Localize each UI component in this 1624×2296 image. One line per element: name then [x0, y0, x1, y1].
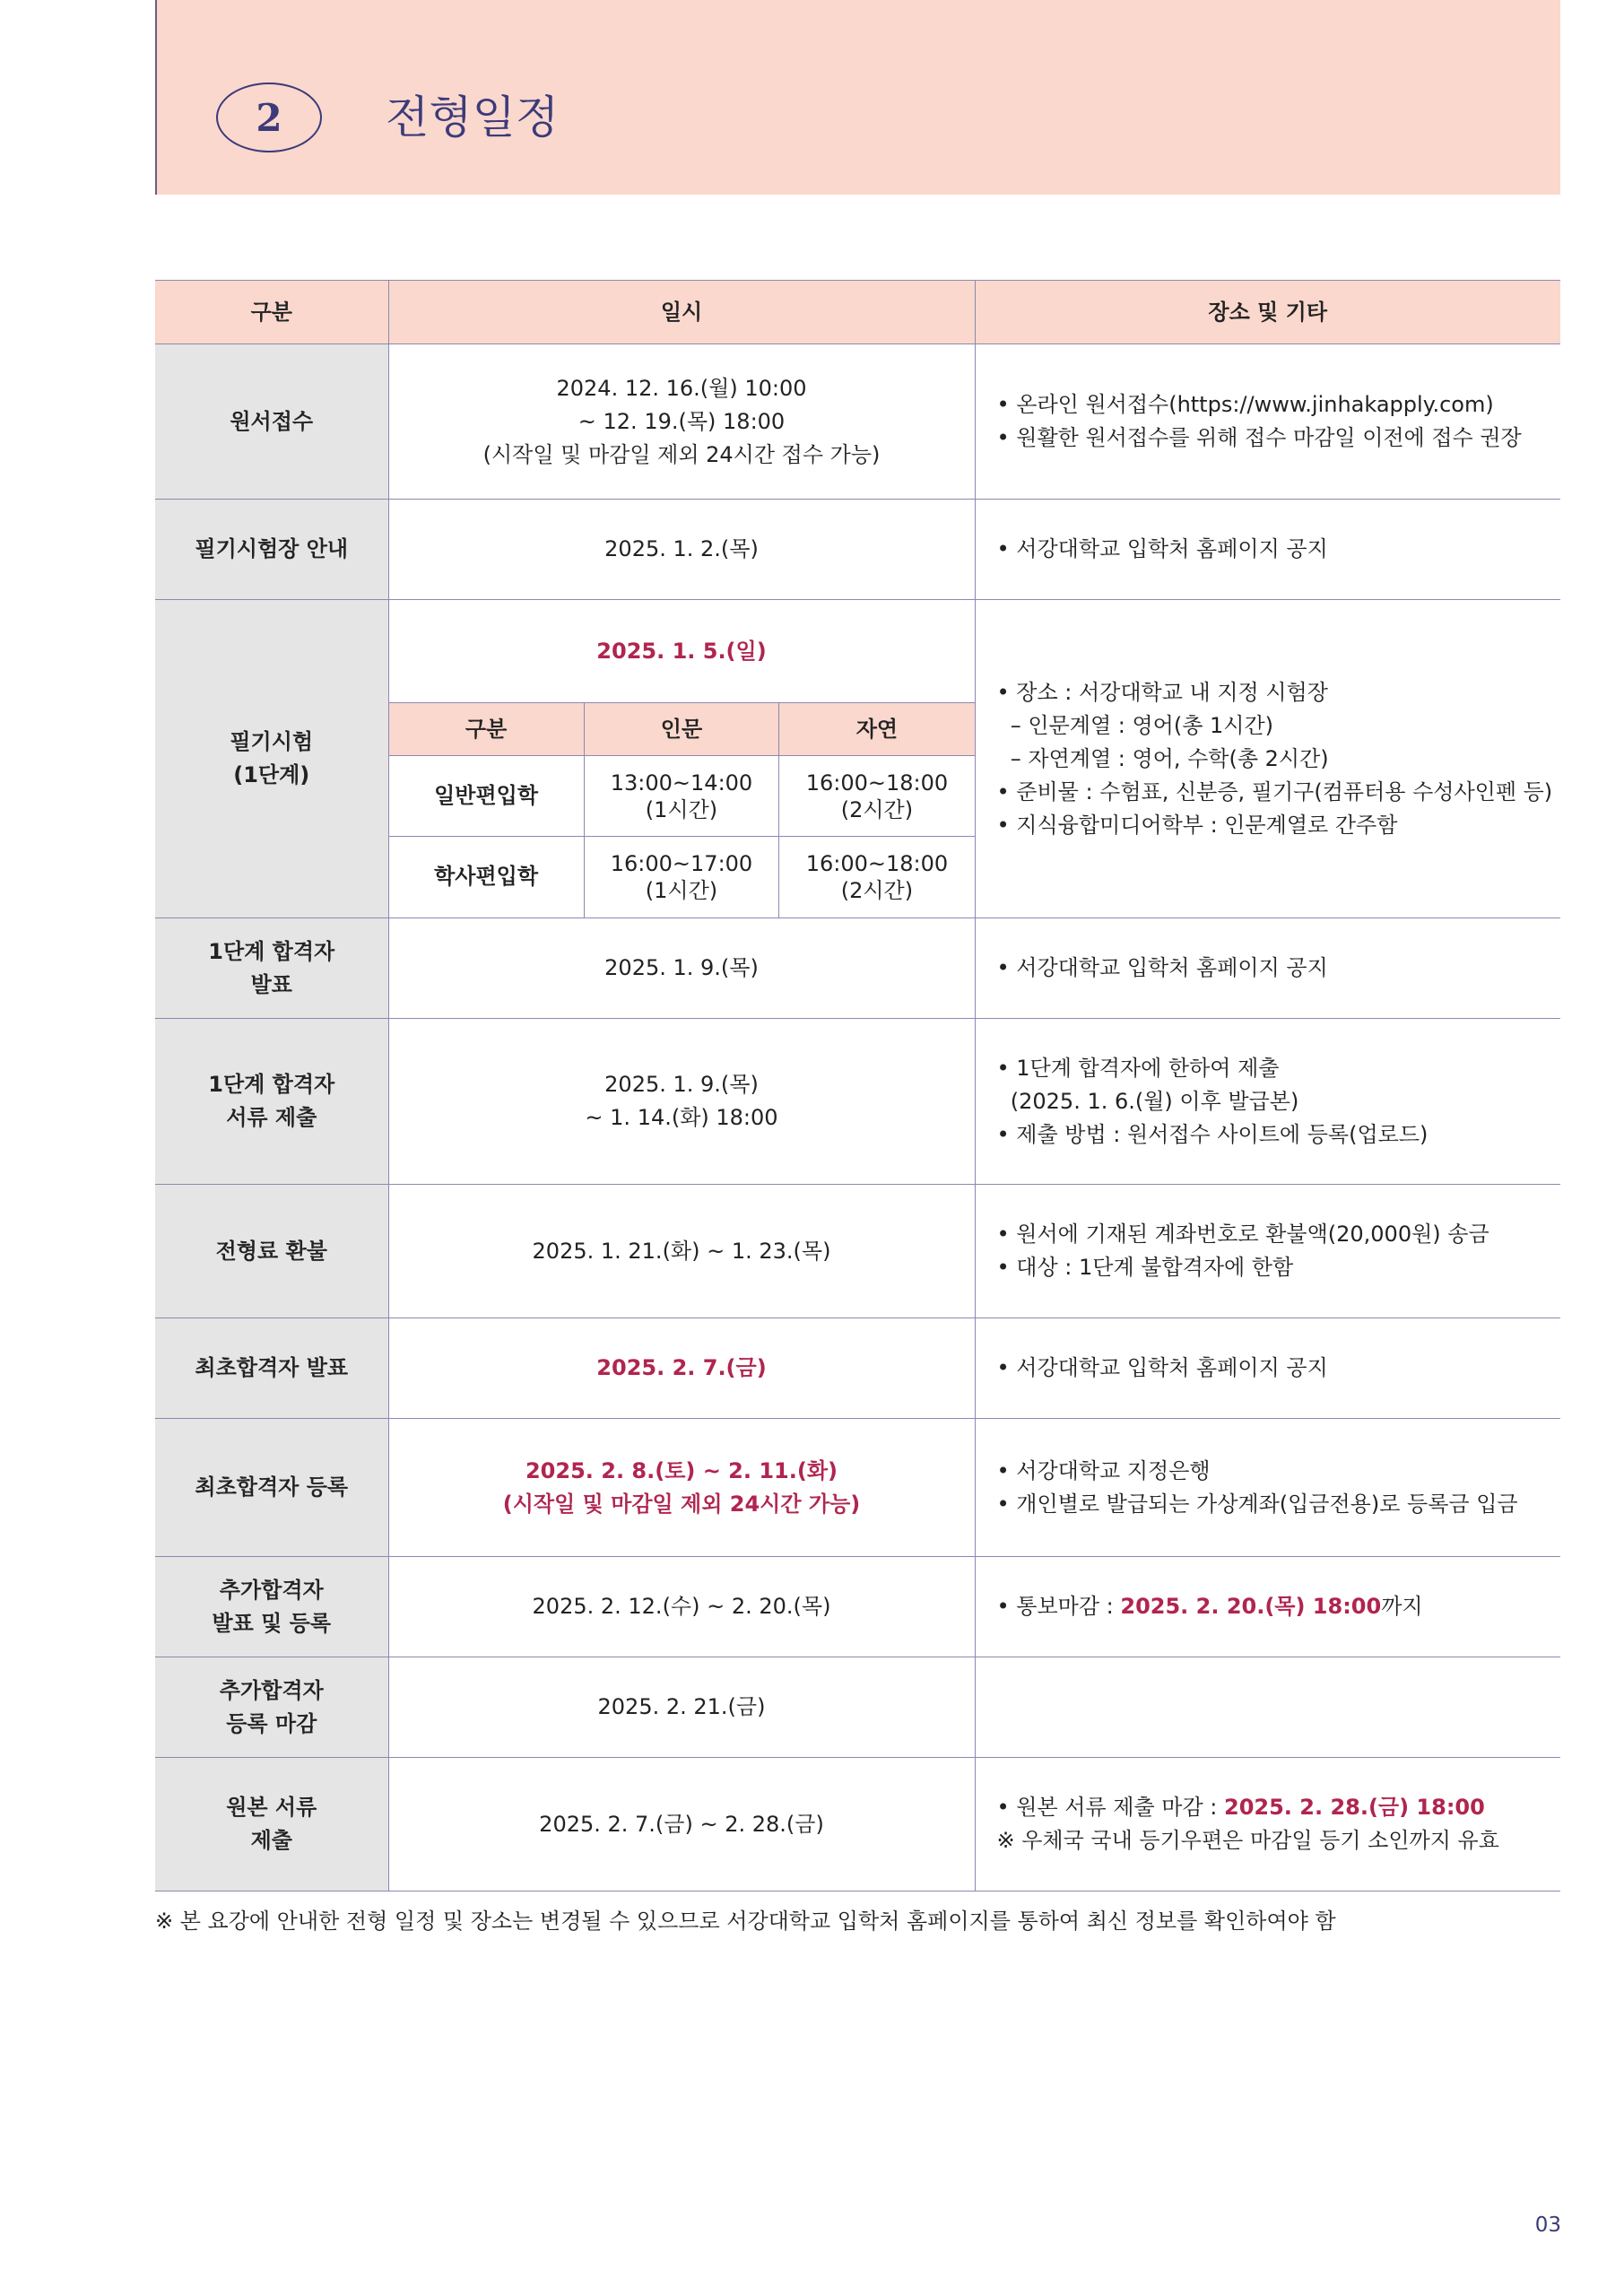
row-info: • 서강대학교 입학처 홈페이지 공지 [975, 1318, 1560, 1419]
row-info: • 서강대학교 입학처 홈페이지 공지 [975, 918, 1560, 1019]
row-date: 2025. 2. 21.(금) [388, 1657, 975, 1758]
table-header-row [155, 281, 1560, 344]
table-row [155, 1557, 1560, 1657]
row-date: 2025. 2. 8.(토) ~ 2. 11.(화) (시작일 및 마감일 제외 24시간 가능) [388, 1419, 975, 1557]
table-row [155, 1318, 1560, 1419]
section-number-badge: 2 [216, 83, 322, 152]
header-date: 일시 [388, 281, 975, 344]
table-row [155, 1019, 1560, 1185]
header-category: 구분 [155, 281, 388, 344]
row-date [388, 600, 975, 918]
row-info: • 서강대학교 입학처 홈페이지 공지 [975, 500, 1560, 600]
section-title: 전형일정 [386, 91, 560, 144]
row-category: 최초합격자 발표 [155, 1318, 388, 1419]
exam-date: 2025. 1. 5.(일) [596, 639, 767, 664]
row-category: 추가합격자 발표 및 등록 [155, 1557, 388, 1657]
schedule-table [155, 280, 1560, 1892]
deadline-highlight: 2025. 2. 20.(목) 18:00 [1120, 1594, 1382, 1619]
row-date: 2025. 2. 7.(금) [388, 1318, 975, 1419]
row-info: • 1단계 합격자에 한하여 제출 (2025. 1. 6.(월) 이후 발급본) • 제출 방법 : 원서접수 사이트에 등록(업로드) [975, 1019, 1560, 1185]
row-date: 2024. 12. 16.(월) 10:00 ~ 12. 19.(목) 18:00 (시작일 및 마감일 제외 24시간 접수 가능) [388, 344, 975, 500]
table-row [155, 500, 1560, 600]
row-info [975, 1657, 1560, 1758]
page-number: 03 [1534, 2213, 1561, 2237]
row-date: 2025. 1. 21.(화) ~ 1. 23.(목) [388, 1185, 975, 1318]
row-info: • 서강대학교 지정은행 • 개인별로 발급되는 가상계좌(입금전용)로 등록금 입금 [975, 1419, 1560, 1557]
row-date: 2025. 1. 9.(목) [388, 918, 975, 1019]
row-category: 1단계 합격자 발표 [155, 918, 388, 1019]
table-row [155, 1185, 1560, 1318]
table-row [155, 600, 1560, 918]
row-category: 추가합격자 등록 마감 [155, 1657, 388, 1758]
row-category: 원본 서류 제출 [155, 1758, 388, 1892]
header-info: 장소 및 기타 [975, 281, 1560, 344]
table-row [155, 1657, 1560, 1758]
deadline-highlight: 2025. 2. 28.(금) 18:00 [1224, 1795, 1485, 1820]
row-category: 1단계 합격자 서류 제출 [155, 1019, 388, 1185]
row-category: 원서접수 [155, 344, 388, 500]
row-category: 필기시험 (1단계) [155, 600, 388, 918]
footnote: ※ 본 요강에 안내한 전형 일정 및 장소는 변경될 수 있으므로 서강대학교 입학처 홈페이지를 통하여 최신 정보를 확인하여야 함 [155, 1909, 1336, 1934]
row-info: • 통보마감 : 2025. 2. 20.(목) 18:00까지 [975, 1557, 1560, 1657]
row-info: • 장소 : 서강대학교 내 지정 시험장 – 인문계열 : 영어(총 1시간) – 자연계열 : 영어, 수학(총 2시간) • 준비물 : 수험표, 신분증, 필기구(컴퓨터용 수성사인펜 등) • 지식융합미디어학부 : 인문계열로 간주함 [975, 600, 1560, 918]
table-row [155, 1419, 1560, 1557]
row-date: 2025. 1. 9.(목) ~ 1. 14.(화) 18:00 [388, 1019, 975, 1185]
row-date: 2025. 2. 12.(수) ~ 2. 20.(목) [388, 1557, 975, 1657]
section-header [155, 0, 1560, 195]
row-info: • 온라인 원서접수(https://www.jinhakapply.com) • 원활한 원서접수를 위해 접수 마감일 이전에 접수 권장 [975, 344, 1560, 500]
table-row [155, 1758, 1560, 1892]
row-info: • 원서에 기재된 계좌번호로 환불액(20,000원) 송금 • 대상 : 1단계 불합격자에 한함 [975, 1185, 1560, 1318]
exam-time-table: 구분 인문 자연 일반편입학 13:00~14:00 (1시간) 16:00~18:00 (2시간) 학사편입학 16:00~17:00 (1시간) 16:00~18:00 (2시간) [389, 702, 975, 918]
table-row [155, 344, 1560, 500]
row-date: 2025. 1. 2.(목) [388, 500, 975, 600]
row-category: 필기시험장 안내 [155, 500, 388, 600]
table-row [155, 918, 1560, 1019]
row-date: 2025. 2. 7.(금) ~ 2. 28.(금) [388, 1758, 975, 1892]
row-category: 전형료 환불 [155, 1185, 388, 1318]
row-category: 최초합격자 등록 [155, 1419, 388, 1557]
row-info: • 원본 서류 제출 마감 : 2025. 2. 28.(금) 18:00 ※ 우체국 국내 등기우편은 마감일 등기 소인까지 유효 [975, 1758, 1560, 1892]
